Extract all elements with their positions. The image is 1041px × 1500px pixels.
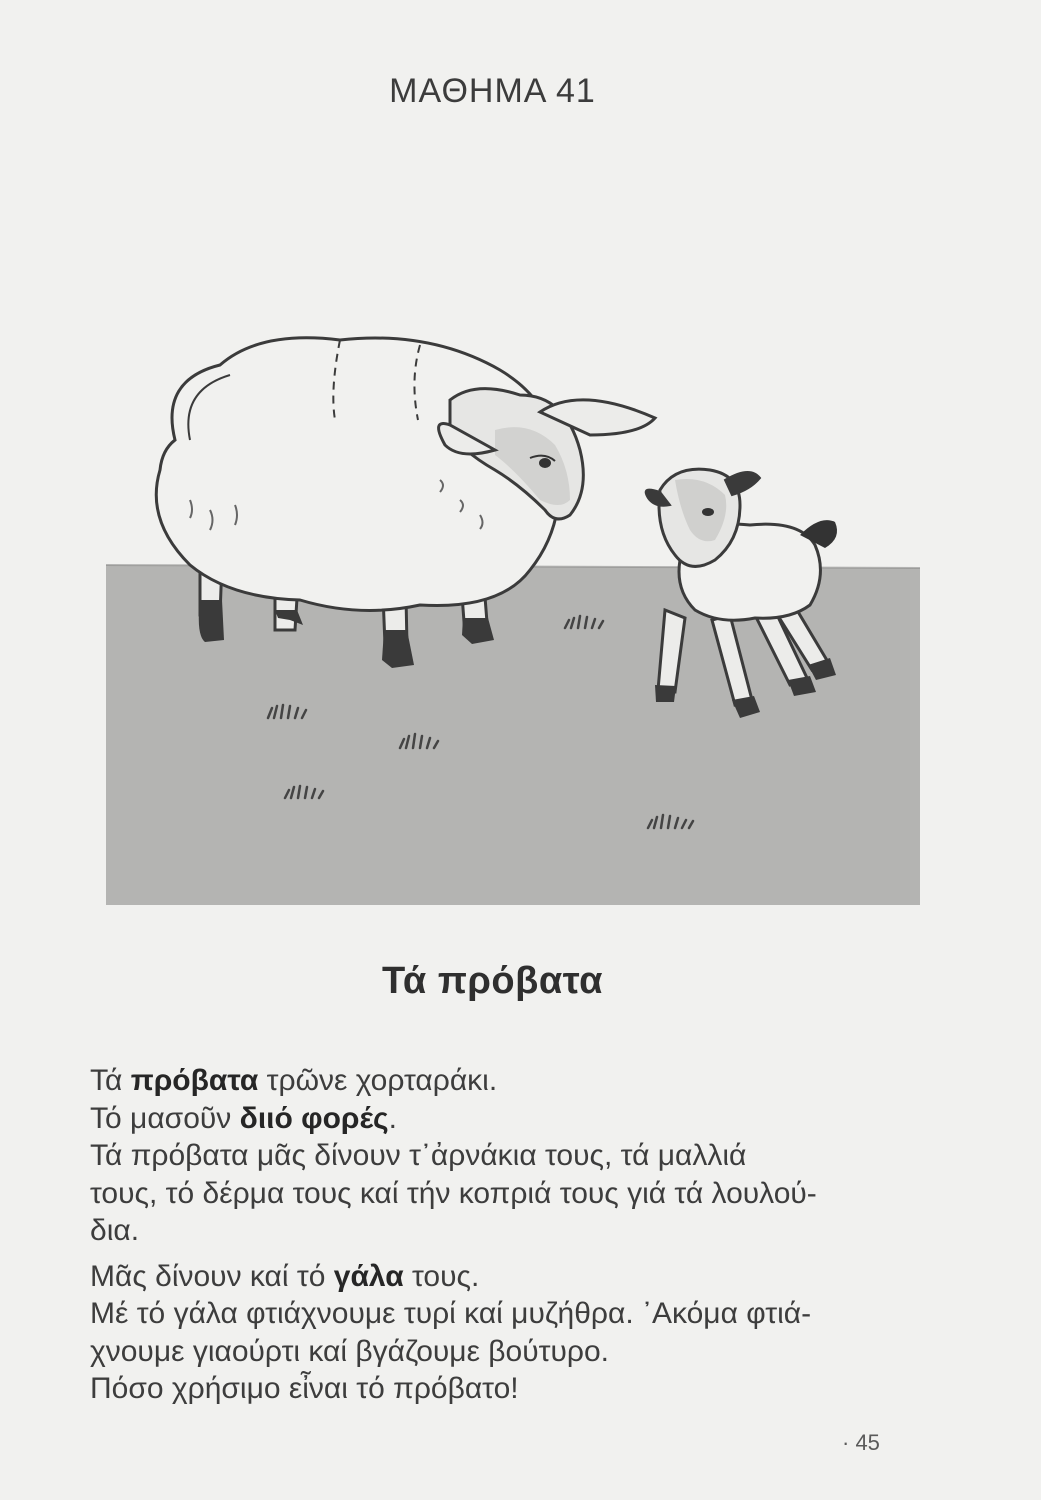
page-number: · 45: [842, 1430, 880, 1455]
highlighted-word: πρόβατα: [130, 1064, 259, 1097]
sheep-and-lamb-illustration: [100, 300, 920, 920]
story-line: Τά πρόβατα τρῶνε χορταράκι.: [90, 1064, 498, 1097]
highlighted-word: γάλα: [333, 1259, 404, 1293]
story-text: [90, 1062, 920, 1408]
story-title: Τά πρόβατα: [382, 960, 603, 1002]
story-line: Μέ τό γάλα φτιάχνουμε τυρί καί μυζήθρα. ᾽Ακόμα φτιά-: [90, 1297, 812, 1330]
story-line: χνουμε γιαούρτι καί βγάζουμε βούτυρο.: [90, 1334, 609, 1368]
lesson-heading: ΜΑΘΗΜΑ 41: [389, 72, 596, 110]
story-line: τους, τό δέρμα τους καί τήν κοπριά τους γιά τά λουλού-: [90, 1176, 817, 1210]
highlighted-word: διιό φορές: [239, 1101, 389, 1135]
story-line: Μᾶς δίνουν καί τό γάλα τους.: [90, 1259, 480, 1293]
story-line: δια.: [90, 1214, 140, 1247]
story-line: Τό μασοῦν διιό φορές.: [90, 1101, 397, 1135]
story-line: Πόσο χρήσιμο εἶναι τό πρόβατο!: [90, 1372, 519, 1405]
story-line: Τά πρόβατα μᾶς δίνουν τ᾽ἀρνάκια τους, τά μαλλιά: [90, 1139, 747, 1172]
